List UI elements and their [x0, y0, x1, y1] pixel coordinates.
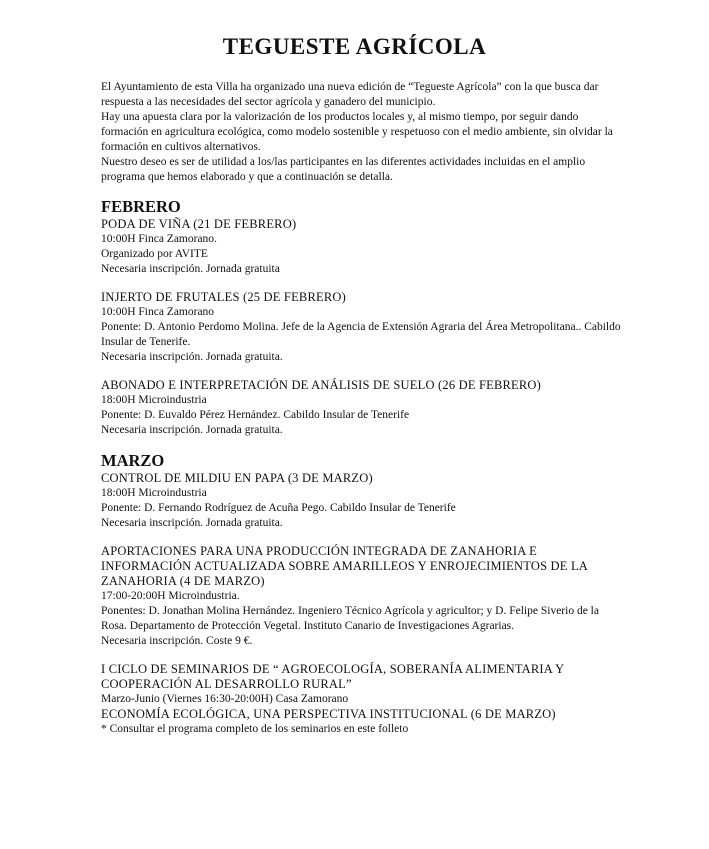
- event-detail: 10:00H Finca Zamorano: [101, 306, 215, 318]
- event-detail: 17:00-20:00H Microindustria.: [101, 590, 240, 602]
- event-detail: 10:00H Finca Zamorano.: [101, 233, 217, 245]
- intro-section: [101, 80, 621, 185]
- event-title: APORTACIONES PARA UNA PRODUCCIÓN INTEGRADA DE ZANAHORIA E INFORMACIÓN ACTUALIZADA SOBRE AMARILLEOS Y ENROJECIMIENTOS DE LA ZANAHORIA (4 DE MARZO): [101, 544, 588, 588]
- event-detail: Ponente: D. Antonio Perdomo Molina. Jefe de la Agencia de Extensión Agraria del Área Metropolitana.. Cabildo Insular de Tenerife.: [101, 321, 621, 348]
- event-detail: Necesaria inscripción. Jornada gratuita: [101, 263, 280, 275]
- month-heading: MARZO: [101, 451, 165, 470]
- event-detail: Necesaria inscripción. Jornada gratuita.: [101, 424, 283, 436]
- event-detail: 18:00H Microindustria: [101, 394, 207, 406]
- event-detail: Ponentes: D. Jonathan Molina Hernández. Ingeniero Técnico Agrícola y agricultor; y D. Felipe Siverio de la Rosa. Departamento de Protección Vegetal. Instituto Canario de Investigaciones Agrarias.: [101, 605, 599, 632]
- month-section-febrero: [101, 197, 621, 438]
- event-item: [101, 471, 621, 531]
- event-title: ABONADO E INTERPRETACIÓN DE ANÁLISIS DE SUELO (26 DE FEBRERO): [101, 378, 542, 392]
- event-item: [101, 290, 621, 365]
- event-title: INJERTO DE FRUTALES (25 DE FEBRERO): [101, 290, 346, 304]
- event-detail: Organizado por AVITE: [101, 248, 208, 260]
- document-body: [101, 80, 621, 750]
- intro-paragraph: Hay una apuesta clara por la valorización de los productos locales y, al mismo tiempo, por seguir dando formación en agricultura ecológica, como modelo sostenible y respetuoso con el medio ambiente, sin olvidar la formación en cultivos alternativos.: [101, 111, 613, 153]
- event-subtitle: ECONOMÍA ECOLÓGICA, UNA PERSPECTIVA INSTITUCIONAL (6 DE MARZO): [101, 707, 556, 721]
- event-item: [101, 378, 621, 438]
- event-detail: Ponente: D. Euvaldo Pérez Hernández. Cabildo Insular de Tenerife: [101, 409, 410, 421]
- month-section-marzo: [101, 451, 621, 737]
- event-item: [101, 217, 621, 277]
- event-note: * Consultar el programa completo de los seminarios en este folleto: [101, 723, 409, 735]
- event-detail: Marzo-Junio (Viernes 16:30-20:00H) Casa Zamorano: [101, 693, 349, 705]
- event-detail: Necesaria inscripción. Coste 9 €.: [101, 635, 253, 647]
- month-heading: FEBRERO: [101, 197, 181, 216]
- event-item: [101, 662, 621, 737]
- intro-paragraph: Nuestro deseo es ser de utilidad a los/las participantes en las diferentes actividades incluidas en el amplio programa que hemos elaborado y que a continuación se detalla.: [101, 156, 586, 183]
- event-detail: Necesaria inscripción. Jornada gratuita.: [101, 517, 283, 529]
- event-detail: 18:00H Microindustria: [101, 487, 207, 499]
- event-title: PODA DE VIÑA (21 DE FEBRERO): [101, 217, 297, 231]
- page-title: TEGUESTE AGRÍCOLA: [222, 34, 487, 59]
- event-item: [101, 544, 621, 649]
- intro-paragraph: El Ayuntamiento de esta Villa ha organizado una nueva edición de “Tegueste Agrícola” con la que busca dar respuesta a las necesidades del sector agrícola y ganadero del municipio.: [101, 81, 599, 108]
- event-title: I CICLO DE SEMINARIOS DE “ AGROECOLOGÍA, SOBERANÍA ALIMENTARIA Y COOPERACIÓN AL DESARROLLO RURAL”: [101, 662, 564, 691]
- event-title: CONTROL DE MILDIU EN PAPA (3 DE MARZO): [101, 471, 373, 485]
- event-detail: Necesaria inscripción. Jornada gratuita.: [101, 351, 283, 363]
- event-detail: Ponente: D. Fernando Rodríguez de Acuña Pego. Cabildo Insular de Tenerife: [101, 502, 456, 514]
